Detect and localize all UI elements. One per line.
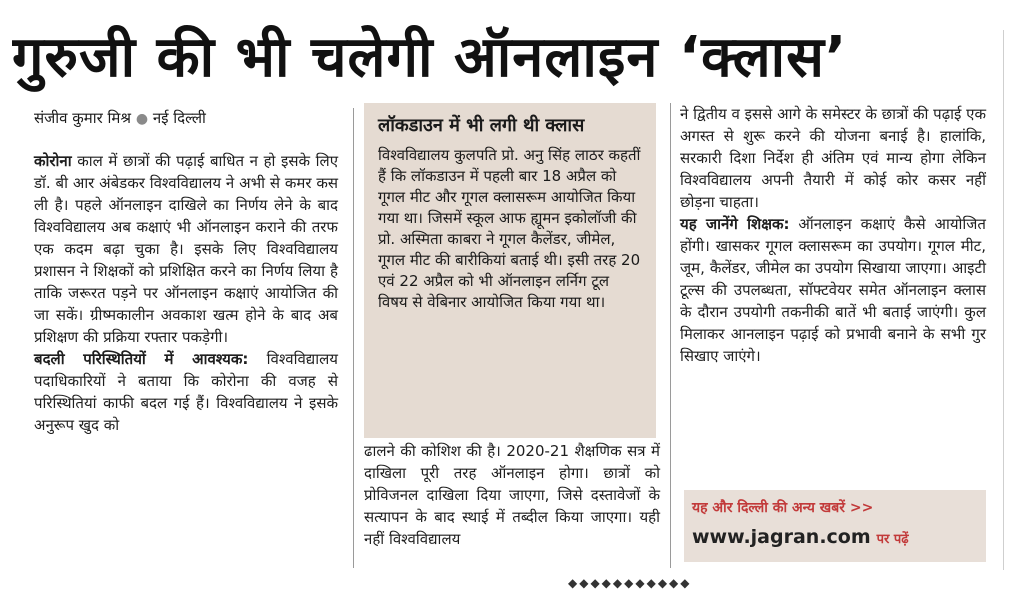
article-column-right (680, 103, 986, 367)
website-line (692, 526, 909, 548)
byline (34, 108, 344, 129)
paragraph-text: काल में छात्रों की पढ़ाई बाधित न हो इसके लिए डॉ. बी आर अंबेडकर विश्वविद्यालय ने अभी से कमर कस ली है। पहले ऑनलाइन दाखिले का निर्णय लेने के बाद विश्वविद्यालय अब कक्षाएं भी ऑनलाइन कराने की तरफ एक कदम बढ़ा चुका है। इसके लिए विश्वविद्यालय प्रशासन ने शिक्षकों को प्रशिक्षित करने का निर्णय लिया है ताकि जरूरत पड़ने पर ऑनलाइन कक्षाएं आयोजित की जा सकें। ग्रीष्मकालीन अवकाश खत्म होने के बाद अब प्रशिक्षण की प्रक्रिया रफ्तार पकड़ेगी। (34, 152, 338, 346)
sidebar-box (364, 103, 656, 438)
column-divider-left (353, 108, 354, 568)
article-paragraph (34, 150, 338, 348)
article-column-middle (364, 440, 660, 550)
paragraph-lead: कोरोना (34, 152, 72, 170)
sidebar-body: विश्वविद्यालय कुलपति प्रो. अनु सिंह लाठर कहतीं हैं कि लॉकडाउन में पहली बार 18 अप्रैल को गूगल मीट और गूगल क्लासरूम आयोजित किया गया था। जिसमें स्कूल आफ ह्यूमन इकोलॉजी की प्रो. अस्मिता काबरा ने गूगल कैलेंडर, जीमेल, गूगल मीट की बारीकियां बताई थी। इसी तरह 20 एवं 22 अप्रैल को भी ऑनलाइन लर्निग टूल विषय से वेबिनार आयोजित किया गया था। (378, 146, 641, 311)
byline-separator: ● (135, 111, 149, 127)
paragraph-text: ऑनलाइन कक्षाएं कैसे आयोजित होंगी। खासकर गूगल क्लासरूम का उपयोग। गूगल मीट, जूम, कैलेंडर, जीमेल का उपयोग सिखाया जाएगा। आइटी टूल्स की उपलब्धता, सॉफ्टवेयर समेत ऑनलाइन क्लास के दौरान उपयोगी तकनीकी बातें भी बताई जाएंगी। कुल मिलाकर आनलाइन पढ़ाई को प्रभावी बनाने के सभी गुर सिखाए जाएंगे। (680, 215, 986, 365)
headline: गुरुजी की भी चलेगी ऑनलाइन ‘क्लास’ (12, 25, 848, 90)
paragraph-text: ढालने की कोशिश की है। 2020-21 शैक्षणिक सत्र में दाखिला पूरी तरह ऑनलाइन होगा। छात्रों को प्रोविजनल दाखिला दिया जाएगा, जिसे दस्तावेजों के सत्यापन के बाद स्थाई में तब्दील किया जाएगा। यही नहीं विश्वविद्यालय (364, 442, 660, 548)
byline-author: संजीव कुमार मिश्र (34, 109, 132, 127)
website-url[interactable]: www.jagran.com (692, 526, 871, 548)
byline-location: नई दिल्ली (152, 109, 206, 127)
article-paragraph (34, 348, 338, 436)
subheading-lead: बदली परिस्थितियों में आवश्यक: (34, 350, 249, 368)
footer-diamonds: ◆◆◆◆◆◆◆◆◆◆◆ (568, 576, 692, 590)
more-news-link[interactable]: यह और दिल्ली की अन्य खबरें >> (692, 500, 874, 516)
article-column-left (34, 150, 338, 436)
paragraph-text: ने द्वितीय व इससे आगे के समेस्टर के छात्रों की पढ़ाई एक अगस्त से शुरू करने की योजना बनाई है। हालांकि, सरकारी दिशा निर्देश ही अंतिम एवं मान्य होगा लेकिन विश्वविद्यालय अपनी तैयारी में कोई कोर कसर नहीं छोड़ना चाहता। (680, 105, 986, 211)
article-paragraph (680, 213, 986, 367)
more-news-box (684, 490, 986, 562)
subheading-lead: यह जानेंगे शिक्षक: (680, 215, 790, 233)
page-edge-rule (1003, 30, 1004, 570)
paragraph-text: विश्वविद्यालय पदाधिकारियों ने बताया कि कोरोना की वजह से परिस्थितियां काफी बदल गई हैं। विश्वविद्यालय ने इसके अनुरूप खुद को (34, 350, 338, 434)
sidebar-title: लॉकडाउन में भी लगी थी क्लास (378, 115, 585, 136)
website-url-suffix: पर पढ़ें (876, 532, 909, 547)
column-divider-right (670, 103, 671, 568)
